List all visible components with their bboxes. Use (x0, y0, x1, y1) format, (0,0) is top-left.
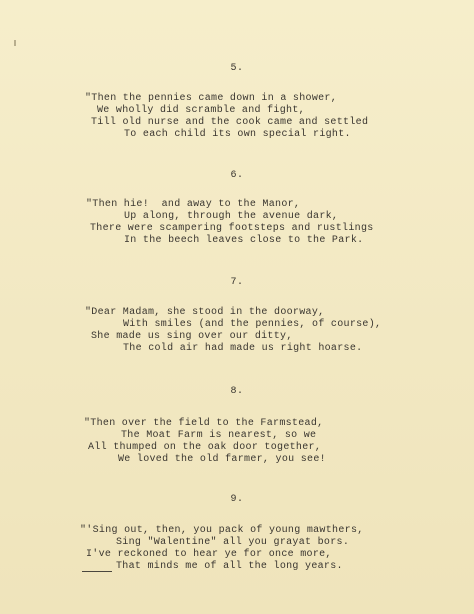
verse-line: In the beech leaves close to the Park. (124, 235, 364, 246)
verse-line: All thumped on the oak door together, (88, 442, 322, 453)
verse-line: Up along, through the avenue dark, (124, 211, 339, 222)
verse-line: Till old nurse and the cook came and settled (91, 117, 369, 128)
verse-line: She made us sing over our ditty, (91, 331, 293, 342)
verse-line: "Dear Madam, she stood in the doorway, (85, 307, 325, 318)
verse-line: The cold air had made us right hoarse. (123, 343, 363, 354)
verse-line: We loved the old farmer, you see! (118, 454, 326, 465)
verse-line: That minds me of all the long years. (116, 561, 343, 572)
verse-line: Sing "Walentine" all you grayat bors. (116, 537, 350, 548)
verse-line: We wholly did scramble and fight, (97, 105, 305, 116)
verse-line: There were scampering footsteps and rustlings (90, 223, 374, 234)
verse-line: The Moat Farm is nearest, so we (121, 430, 317, 441)
stanza-number: 7. (230, 277, 244, 288)
verse-line: With smiles (and the pennies, of course), (123, 319, 382, 330)
stanza-number: 8. (230, 386, 244, 397)
verse-line: "'Sing out, then, you pack of young mawthers, (80, 525, 364, 536)
verse-line: "Then hie! and away to the Manor, (86, 199, 301, 210)
stanza-number: 5. (230, 63, 244, 74)
verse-line: To each child its own special right. (124, 129, 351, 140)
blank-rule (82, 571, 112, 572)
stanza-number: 9. (230, 494, 244, 505)
margin-mark (14, 40, 16, 46)
stanza-number: 6. (230, 170, 244, 181)
verse-line: "Then over the field to the Farmstead, (84, 418, 324, 429)
verse-line: I've reckoned to hear ye for once more, (86, 549, 332, 560)
verse-line: "Then the pennies came down in a shower, (85, 93, 338, 104)
